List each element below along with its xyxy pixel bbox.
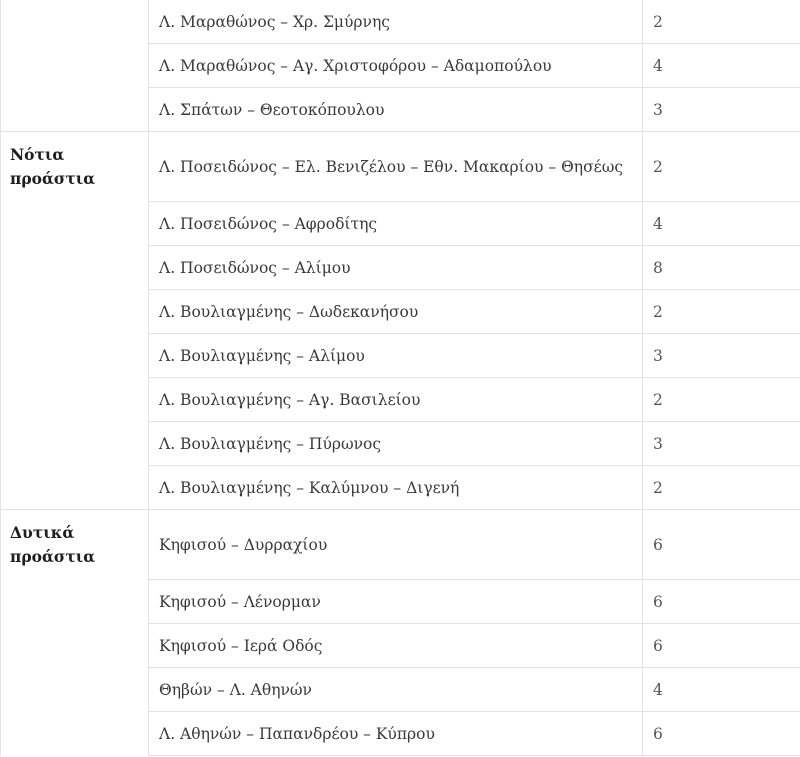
region-cell xyxy=(1,334,149,378)
road-cell: Θηβών – Λ. Αθηνών xyxy=(149,668,643,712)
region-cell xyxy=(1,422,149,466)
count-cell: 2 xyxy=(643,466,800,510)
road-cell: Κηφισού – Λένορμαν xyxy=(149,580,643,624)
region-cell xyxy=(1,466,149,510)
region-cell xyxy=(1,580,149,624)
count-cell: 3 xyxy=(643,334,800,378)
road-cell: Λ. Βουλιαγμένης – Δωδεκανήσου xyxy=(149,290,643,334)
road-cell: Λ. Μαραθώνος – Χρ. Σμύρνης xyxy=(149,0,643,44)
table-row xyxy=(1,510,800,580)
table-row xyxy=(1,712,800,756)
count-cell: 8 xyxy=(643,246,800,290)
table-row xyxy=(1,44,800,88)
road-cell: Κηφισού – Ιερά Οδός xyxy=(149,624,643,668)
road-cell: Λ. Μαραθώνος – Αγ. Χριστοφόρου – Αδαμοπούλου xyxy=(149,44,643,88)
count-cell: 4 xyxy=(643,202,800,246)
count-cell: 2 xyxy=(643,0,800,44)
count-cell: 2 xyxy=(643,132,800,202)
count-cell: 6 xyxy=(643,580,800,624)
region-cell xyxy=(1,378,149,422)
region-cell xyxy=(1,624,149,668)
count-cell: 6 xyxy=(643,510,800,580)
region-cell xyxy=(1,88,149,132)
count-cell: 3 xyxy=(643,422,800,466)
road-cell: Λ. Βουλιαγμένης – Πύρωνος xyxy=(149,422,643,466)
table-row xyxy=(1,132,800,202)
region-cell xyxy=(1,44,149,88)
table-row xyxy=(1,202,800,246)
region-cell xyxy=(1,0,149,44)
region-cell xyxy=(1,668,149,712)
road-cell: Λ. Ποσειδώνος – Ελ. Βενιζέλου – Εθν. Μακαρίου – Θησέως xyxy=(149,132,643,202)
count-cell: 3 xyxy=(643,88,800,132)
road-cell: Λ. Βουλιαγμένης – Καλύμνου – Διγενή xyxy=(149,466,643,510)
road-cell: Λ. Ποσειδώνος – Αλίμου xyxy=(149,246,643,290)
road-cell: Λ. Ποσειδώνος – Αφροδίτης xyxy=(149,202,643,246)
table-row xyxy=(1,0,800,44)
table-row xyxy=(1,422,800,466)
table-row xyxy=(1,580,800,624)
count-cell: 6 xyxy=(643,712,800,756)
count-cell: 2 xyxy=(643,378,800,422)
road-cell: Λ. Αθηνών – Παπανδρέου – Κύπρου xyxy=(149,712,643,756)
table-row xyxy=(1,378,800,422)
table-row xyxy=(1,624,800,668)
count-cell: 4 xyxy=(643,668,800,712)
road-cell: Λ. Βουλιαγμένης – Αγ. Βασιλείου xyxy=(149,378,643,422)
count-cell: 6 xyxy=(643,624,800,668)
count-cell: 2 xyxy=(643,290,800,334)
region-label: Δυτικά προάστια xyxy=(1,510,149,580)
road-cell: Λ. Βουλιαγμένης – Αλίμου xyxy=(149,334,643,378)
table-row xyxy=(1,334,800,378)
road-cell: Λ. Σπάτων – Θεοτοκόπουλου xyxy=(149,88,643,132)
region-cell xyxy=(1,246,149,290)
table-row xyxy=(1,88,800,132)
region-label: Νότια προάστια xyxy=(1,132,149,202)
table-row xyxy=(1,466,800,510)
region-cell xyxy=(1,290,149,334)
table-row xyxy=(1,290,800,334)
region-cell xyxy=(1,712,149,756)
table-row xyxy=(1,668,800,712)
count-cell: 4 xyxy=(643,44,800,88)
road-cell: Κηφισού – Δυρραχίου xyxy=(149,510,643,580)
region-cell xyxy=(1,202,149,246)
table-row xyxy=(1,246,800,290)
